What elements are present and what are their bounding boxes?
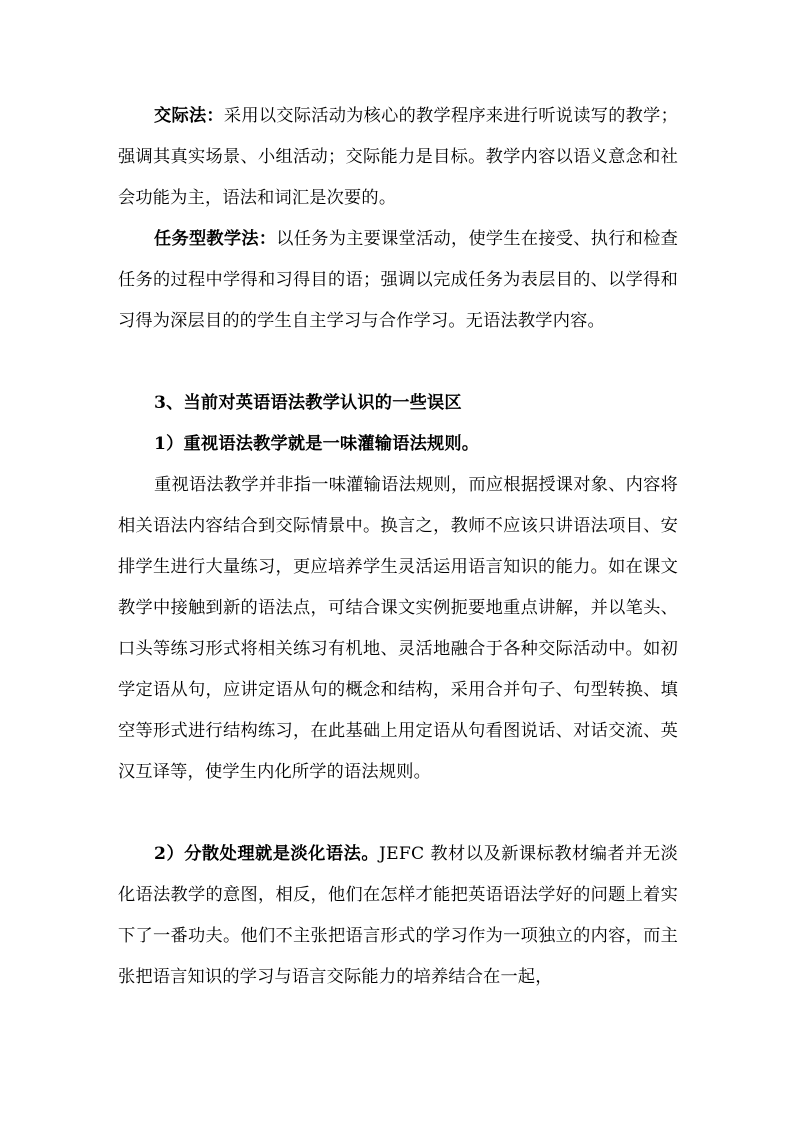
text-dispersed-handling: JEFC 教材以及新课标教材编者并无淡化语法教学的意图，相反，他们在怎样才能把英语语法学好的问题上着实下了一番功夫。他们不主张把语言形式的学习作为一项独立的内容，而主张把语言知识的学习与语言交际能力的培养结合在一起， — [118, 844, 679, 987]
subheading-2: 2）分散处理就是淡化语法。 — [154, 844, 380, 864]
paragraph-task-based-approach — [118, 219, 678, 342]
paragraph-grammar-teaching: 重视语法教学并非指一味灌输语法规则，而应根据授课对象、内容将相关语法内容结合到交际情景中。换言之，教师不应该只讲语法项目、安排学生进行大量练习，更应培养学生灵活运用语言知识的能力。如在课文教学中接触到新的语法点，可结合课文实例扼要地重点讲解，并以笔头、口头等练习形式将相关练习有机地、灵活地融合于各种交际活动中。如初学定语从句，应讲定语从句的概念和结构，采用合并句子、句型转换、填空等形式进行结构练习，在此基础上用定语从句看图说话、对话交流、英汉互译等，使学生内化所学的语法规则。 — [118, 475, 678, 782]
paragraph-communicative-approach — [118, 96, 678, 219]
subheading-1: 1）重视语法教学就是一味灌输语法规则。 — [154, 434, 480, 454]
text-communicative-approach: 采用以交际活动为核心的教学程序来进行听说读写的教学；强调其真实场景、小组活动；交际能力是目标。教学内容以语义意念和社会功能为主，语法和词汇是次要的。 — [118, 106, 679, 208]
paragraph-dispersed-handling — [118, 834, 678, 998]
text-task-based-approach: 以任务为主要课堂活动，使学生在接受、执行和检查任务的过程中学得和习得目的语；强调以完成任务为表层目的、以学得和习得为深层目的的学生自主学习与合作学习。无语法教学内容。 — [118, 229, 679, 331]
section-heading-3: 3、当前对英语语法教学认识的一些误区 — [154, 393, 462, 413]
term-communicative-approach: 交际法： — [154, 106, 224, 126]
term-task-based-approach: 任务型教学法： — [154, 229, 277, 249]
